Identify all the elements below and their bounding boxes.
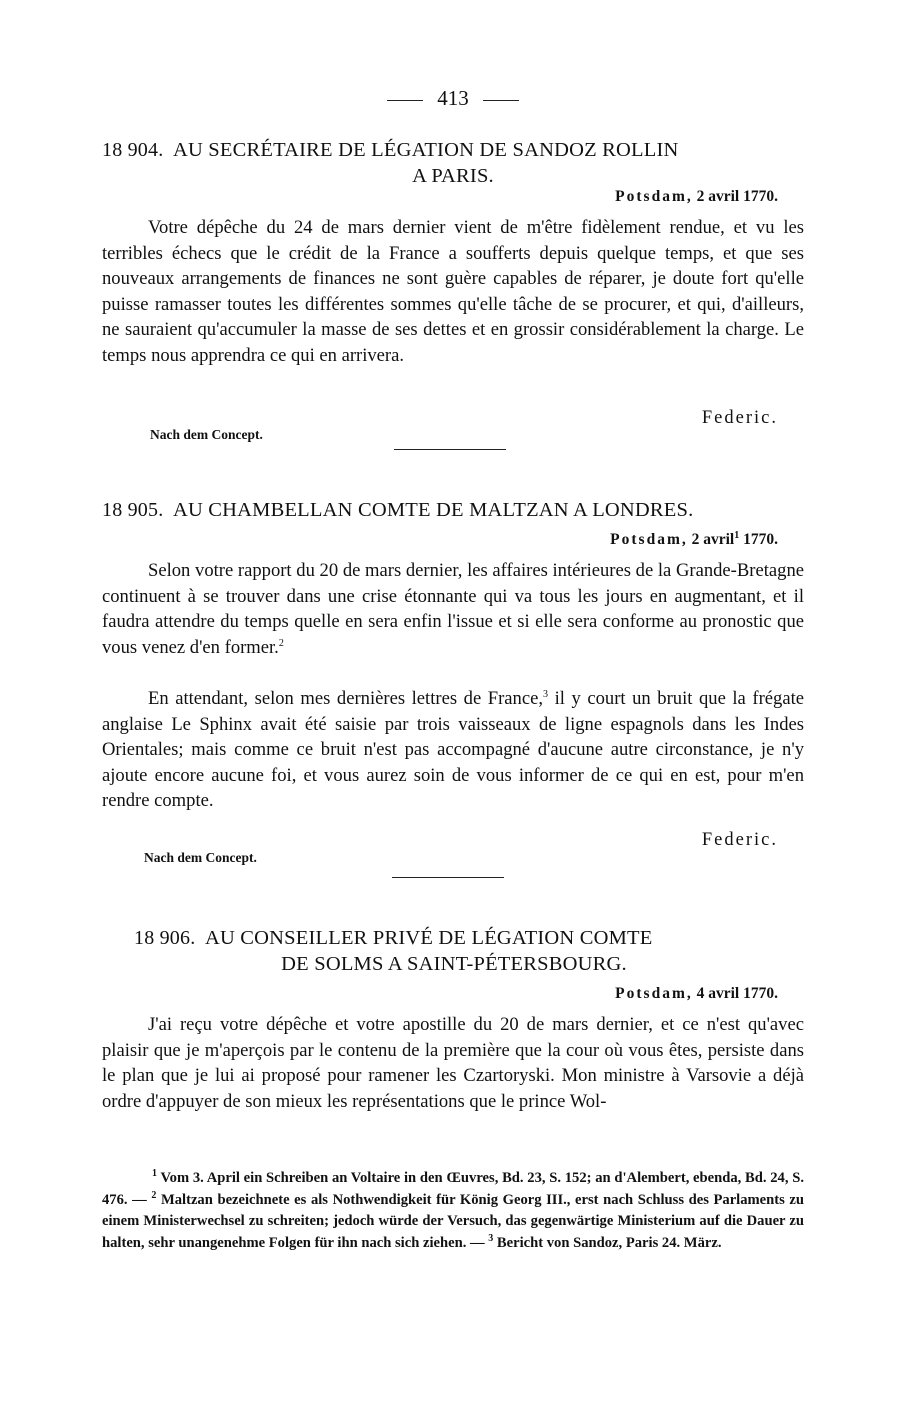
section-18904-signature: Federic. — [701, 408, 778, 428]
section-18906-title-line2: DE SOLMS A SAINT-PÉTERSBOURG. — [281, 953, 627, 975]
section-18906-dateline: Potsdam, 4 avril 1770. — [615, 985, 778, 1002]
section-18904-source-note: Nach dem Concept. — [150, 427, 263, 442]
section-18905-paragraph-2: En attendant, selon mes dernières lettres de France,$^3$ il y court un bruit que la frégate anglaise Le Sphinx avait été saisie par trois vaisseaux de ligne espagnols dans les Indes Orientales; mais comme ce bruit n'est pas accompagné d'aucune autre circonstance, je n'y ajoute encore aucune foi, et vous aurez soin de vous informer de ce qui en est, pour m'en rendre compte. — [102, 688, 804, 811]
section-18906-header — [134, 925, 774, 977]
section-18906-paragraph: J'ai reçu votre dépêche et votre apostille du 20 de mars dernier, et ce n'est qu'avec plaisir que je m'aperçois par le contenu de la première que la cour où vous êtes, persiste dans le plan que je lui ai proposé pour ramener les Czartoryski. Mon ministre à Varsovie a déjà ordre d'appuyer de son mieux les représentations que le prince Wol- — [102, 1014, 804, 1112]
section-18904-dateline: Potsdam, 2 avril 1770. — [615, 188, 778, 205]
section-18904-title-line1: 18 904. AU SECRÉTAIRE DE LÉGATION DE SANDOZ ROLLIN — [102, 139, 679, 161]
dash-right — [483, 100, 519, 101]
section-18905-source-note: Nach dem Concept. — [144, 850, 257, 865]
section-18905-paragraph-1: Selon votre rapport du 20 de mars dernier, les affaires intérieures de la Grande-Bretagne continuent à se trouver dans une crise étonnante qui va tous les jours en augmentant, et il faudra attendre du temps quelle en sera enfin l'issue et si elle sera conforme au pronostic que vous venez d'en former.$^2$ — [102, 560, 804, 658]
section-divider — [394, 449, 506, 450]
section-18904-paragraph: Votre dépêche du 24 de mars dernier vient de m'être fidèlement rendue, et vu les terribles échecs que le crédit de la France a soufferts depuis quelque temps, et que ses nouveaux arrangements de finances ne sont guère capables de réparer, je doute fort qu'elle puisse ramasser toutes les différentes sommes qu'elle tâche de se procurer, et qui, d'ailleurs, ne sauraient qu'accumuler la masse de ses dettes et en grossir considérablement la charge. Le temps nous apprendra ce qui en arrivera. — [102, 217, 804, 366]
section-18904-title-line2: A PARIS. — [412, 165, 494, 187]
section-18906-title-line1: 18 906. AU CONSEILLER PRIVÉ DE LÉGATION COMTE — [134, 927, 653, 949]
section-18905-dateline: Potsdam, 2 avril$^1$ 1770. — [610, 529, 778, 548]
section-18905-signature: Federic. — [701, 830, 778, 850]
page-number: 413 — [102, 86, 804, 111]
footnotes: $^1$ Vom 3. April ein Schreiben an Voltaire in den Œuvres, Bd. 23, S. 152; an d'Alembert, ebenda, Bd. 24, S. 476. — $^2$ Maltzan bezeichnete es als Nothwendigkeit für König Georg III., erst nach Schluss des Parlaments zu einem Ministerwechsel zu schreiten; jedoch würde der Versuch, das gegenwärtige Ministerium auf die Dauer zu halten, sehr unangenehme Folgen für ihn nach sich ziehen. — $^3$ Bericht von Sandoz, Paris 24. März. — [102, 1168, 805, 1251]
dash-left — [387, 100, 423, 101]
section-18905-title-line1: 18 905. AU CHAMBELLAN COMTE DE MALTZAN A LONDRES. — [102, 499, 694, 521]
section-18904-header — [102, 137, 804, 189]
section-18905-header — [102, 497, 804, 523]
section-divider — [392, 877, 504, 878]
